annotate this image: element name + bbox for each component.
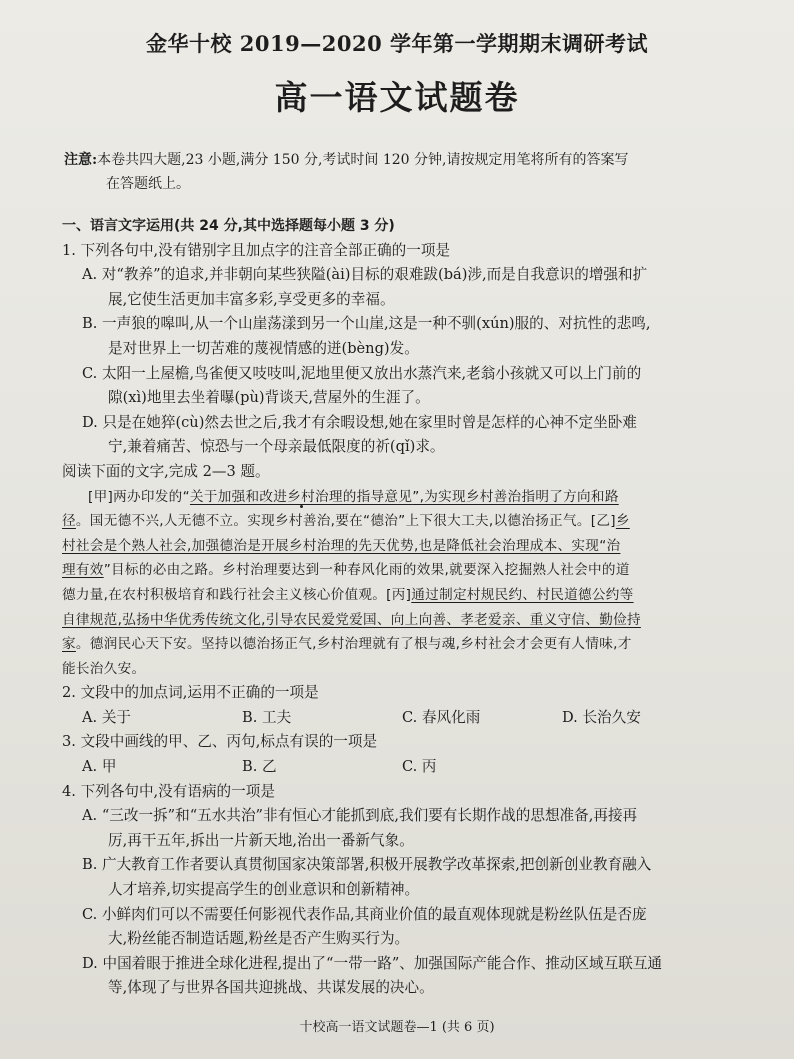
choice-c: C. 丙 xyxy=(402,758,437,776)
choice-b: B. 乙 xyxy=(242,758,277,776)
section-heading: 一、语言文字运用(共 24 分,其中选择题每小题 3 分) xyxy=(62,218,395,234)
question-1-option-b: B. 一声狼的嗥叫,从一个山崖荡漾到另一个山崖,这是一种不驯(xún)服的、对抗性的悲鸣, 是对世界上一切苦难的蔑视情感的迸(bèng)发。 xyxy=(82,315,651,357)
question-1-option-d: D. 只是在她猝(cù)然去世之后,我才有余暇设想,她在家里时曾是怎样的心神不定坐卧难 宁,兼着痛苦、惊恐与一个母亲最低限度的祈(qǐ)求。 xyxy=(82,413,637,456)
notice-label: 注意: xyxy=(64,152,98,168)
question-1-option-c: C. 太阳一上屋檐,鸟雀便又吱吱叫,泥地里便又放出水蒸汽来,老翁小孩就又可以上门前的 隙(xì)地里去坐着曝(pù)背谈天,营屋外的生涯了。 xyxy=(82,364,642,407)
question-3-choices xyxy=(82,755,742,780)
question-4-option-c: C. 小鲜肉们可以不需要任何影视代表作品,其商业价值的最直观体现就是粉丝队伍是否庞 大,粉丝能否制造话题,粉丝是否产生购买行为。 xyxy=(82,905,647,948)
reading-intro: 阅读下面的文字,完成 2—3 题。 xyxy=(62,462,270,480)
paper-title: 高一语文试题卷 xyxy=(274,78,520,117)
question-2-choices xyxy=(82,706,742,731)
choice-a: A. 甲 xyxy=(82,758,117,776)
question-2-stem: 2. 文段中的加点词,运用不正确的一项是 xyxy=(62,684,319,702)
choice-a: A. 关于 xyxy=(82,708,132,726)
notice-block xyxy=(64,148,744,196)
question-3-stem: 3. 文段中画线的甲、乙、丙句,标点有误的一项是 xyxy=(62,733,378,751)
exam-title: 金华十校 2019—2020 学年第一学期期末调研考试 xyxy=(145,31,648,56)
notice-line-2: 在答题纸上。 xyxy=(106,176,190,192)
exam-content xyxy=(62,214,742,1001)
question-4-stem: 4. 下列各句中,没有语病的一项是 xyxy=(62,782,275,800)
page-footer: 十校高一语文试题卷—1 (共 6 页) xyxy=(299,1020,495,1035)
question-4-option-b: B. 广大教育工作者要认真贯彻国家决策部署,积极开展教学改革探索,把创新创业教育融入 人才培养,切实提高学生的创业意识和创新精神。 xyxy=(82,856,652,899)
question-4-option-d: D. 中国着眼于推进全球化进程,提出了“一带一路”、加强国际产能合作、推动区域互联互通 等,体现了与世界各国共迎挑战、共谋发展的决心。 xyxy=(82,954,663,997)
choice-c: C. 春风化雨 xyxy=(402,708,481,726)
notice-line-1: 本卷共四大题,23 小题,满分 150 分,考试时间 120 分钟,请按规定用笔将所有的答案写 xyxy=(97,152,629,168)
choice-b: B. 工夫 xyxy=(242,708,292,726)
question-1-option-a: A. 对“教养”的追求,并非朝向某些狭隘(ài)目标的艰难跋(bá)涉,而是自我意识的增强和扩 展,它使生活更加丰富多彩,享受更多的幸福。 xyxy=(82,266,648,308)
dotted-word-guanyu: 关于加强和改进乡村治理的指导意见 xyxy=(189,488,413,505)
question-4-option-a: A. “三改一拆”和“五水共治”非有恒心才能抓到底,我们要有长期作战的思想准备,再接再 厉,再干五年,拆出一片新天地,治出一番新气象。 xyxy=(82,807,638,849)
reading-passage: [甲]两办印发的“关于加强和改进乡村治理的指导意见”,为实现乡村善治指明了方向和路 径。国无德不兴,人无德不立。实现乡村善治,要在“德治”上下很大工夫,以德治扬正气。[乙]乡 村社会是个熟人社会,加强德治是开展乡村治理的先天优势,也是降低社会治理成本、实现“治 理有效”目标的必由之路。乡村治理要达到一种春风化雨的效果,就要深入挖掘熟人社会中的道 德力量,在农村积极培育和践行社会主义核心价值观。[丙]通过制定村规民约、村民道德公约等 自律规范,弘扬中华优秀传统文化,引导农民爱党爱国、向上向善、孝老爱亲、重义守信、勤俭持 家。德润民心天下安。坚持以德治扬正气,乡村治理就有了根与魂,乡村社会才会更有人情味,才 能长治久安。 xyxy=(62,488,641,677)
choice-d: D. 长治久安 xyxy=(562,708,641,726)
question-1-stem: 1. 下列各句中,没有错别字且加点字的注音全部正确的一项是 xyxy=(62,241,451,259)
